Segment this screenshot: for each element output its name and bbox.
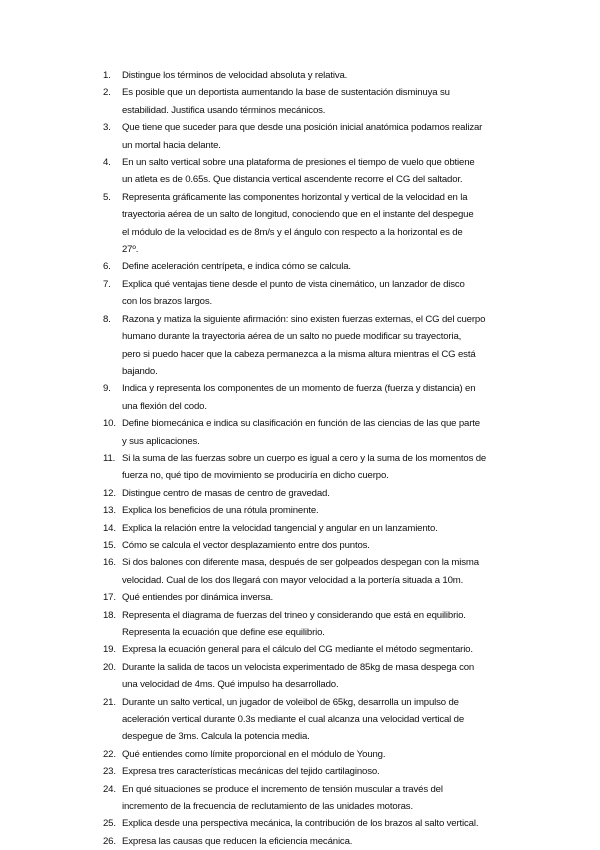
question-number: 22.: [103, 748, 116, 760]
question-item: [103, 189, 518, 259]
question-text: En qué situaciones se produce el incremento de tensión muscular a través del incremento de la frecuencia de reclutamiento de las unidades motoras.: [122, 783, 443, 813]
question-text: Indica y representa los componentes de un momento de fuerza (fuerza y distancia) en una flexión del codo.: [122, 383, 476, 412]
question-text: Explica la relación entre la velocidad tangencial y angular en un lanzamiento.: [122, 522, 438, 534]
question-number: 25.: [103, 818, 116, 830]
question-item: [103, 258, 518, 275]
question-text: Expresa las causas que reducen la eficiencia mecánica.: [122, 835, 353, 847]
question-text: Expresa la ecuación general para el cálculo del CG mediante el método segmentario.: [122, 644, 473, 656]
question-number: 13.: [103, 505, 116, 517]
question-text: Durante la salida de tacos un velocista experimentado de 85kg de masa despega con una velocidad de 4ms. Qué impulso ha desarrollado.: [122, 661, 475, 691]
question-item: [103, 311, 518, 381]
question-item: [103, 119, 518, 154]
question-item: [103, 84, 518, 119]
question-text: Qué entiendes por dinámica inversa.: [122, 592, 274, 604]
question-text: Explica desde una perspectiva mecánica, la contribución de los brazos al salto vertical.: [122, 818, 479, 830]
question-number: 8.: [103, 313, 111, 325]
question-item: [103, 276, 518, 311]
question-text: Cómo se calcula el vector desplazamiento entre dos puntos.: [122, 539, 370, 551]
question-number: 7.: [103, 278, 111, 290]
question-item: [103, 781, 518, 816]
question-item: [103, 833, 518, 850]
question-text: Define biomecánica e indica su clasificación en función de las ciencias de las que parte y sus aplicaciones.: [122, 418, 480, 447]
question-number: 12.: [103, 487, 116, 499]
question-number: 3.: [103, 122, 111, 134]
question-item: [103, 520, 518, 537]
question-text: Si la suma de las fuerzas sobre un cuerpo es igual a cero y la suma de los momentos de fuerza no, qué tipo de movimiento se produciría en dicho cuerpo.: [122, 452, 487, 482]
question-item: [103, 154, 518, 189]
question-item: [103, 537, 518, 554]
question-number: 16.: [103, 557, 116, 569]
question-text: Define aceleración centrípeta, e indica cómo se calcula.: [122, 261, 351, 273]
question-item: [103, 380, 518, 415]
question-number: 10.: [103, 418, 116, 430]
question-item: [103, 746, 518, 763]
question-number: 11.: [103, 452, 116, 464]
question-number: 14.: [103, 522, 116, 534]
question-text: Que tiene que suceder para que desde una posición inicial anatómica podamos realizar un mortal hacia delante.: [122, 122, 483, 151]
question-item: [103, 815, 518, 832]
question-item: [103, 415, 518, 450]
question-text: Qué entiendes como límite proporcional en el módulo de Young.: [122, 748, 386, 760]
question-number: 20.: [103, 661, 116, 673]
question-text: Representa gráficamente las componentes horizontal y vertical de la velocidad en la trayectoria aérea de un salto de longitud, conociendo que en el instante del despegue el módulo de la velocidad es de 8m/s y el ángulo con respecto a la horizontal es de 27º.: [122, 191, 474, 256]
question-item: [103, 607, 518, 642]
question-text: Razona y matiza la siguiente afirmación: sino existen fuerzas externas, el CG del cuerpo humano durante la trayectoria aérea de un salto no puede modificar su trayectoria, pero si puedo hacer que la cabeza permanezca a la misma altura mientras el CG está bajando.: [122, 313, 486, 377]
question-text: Distingue centro de masas de centro de gravedad.: [122, 487, 330, 499]
question-number: 6.: [103, 261, 111, 273]
question-item: [103, 659, 518, 694]
question-item: [103, 589, 518, 606]
question-text: Durante un salto vertical, un jugador de voleibol de 65kg, desarrolla un impulso de aceleración vertical durante 0.3s mediante el cual alcanza una velocidad vertical de despegue de 3ms. Calcula la potencia media.: [122, 696, 465, 743]
question-text: Distingue los términos de velocidad absoluta y relativa.: [122, 70, 348, 81]
question-list: [103, 67, 518, 850]
question-number: 9.: [103, 383, 111, 395]
question-number: 15.: [103, 539, 116, 551]
question-item: [103, 502, 518, 519]
question-item: [103, 450, 518, 485]
question-number: 19.: [103, 644, 116, 656]
question-text: Expresa tres características mecánicas del tejido cartilaginoso.: [122, 766, 380, 778]
question-text: Si dos balones con diferente masa, después de ser golpeados despegan con la misma velocidad. Cual de los dos llegará con mayor velocidad a la portería situada a 10m.: [122, 557, 479, 586]
question-number: 17.: [103, 592, 116, 604]
question-text: Explica los beneficios de una rótula prominente.: [122, 505, 319, 517]
question-number: 21.: [103, 696, 116, 708]
question-number: 23.: [103, 766, 116, 778]
question-number: 4.: [103, 157, 111, 169]
question-number: 24.: [103, 783, 116, 795]
question-item: [103, 641, 518, 658]
question-number: 1.: [103, 70, 111, 81]
question-item: [103, 763, 518, 780]
question-number: 5.: [103, 191, 111, 203]
question-item: [103, 694, 518, 746]
question-item: [103, 554, 518, 589]
question-text: Representa el diagrama de fuerzas del trineo y considerando que está en equilibrio. Representa la ecuación que define ese equilibrio.: [122, 609, 466, 638]
question-item: [103, 485, 518, 502]
question-text: En un salto vertical sobre una plataforma de presiones el tiempo de vuelo que obtiene un atleta es de 0.65s. Que distancia vertical ascendente recorre el CG del saltador.: [122, 157, 475, 186]
question-item: [103, 67, 518, 84]
question-text: Es posible que un deportista aumentando la base de sustentación disminuya su estabilidad. Justifica usando términos mecánicos.: [122, 87, 450, 116]
question-number: 26.: [103, 835, 116, 847]
question-number: 2.: [103, 87, 111, 99]
question-number: 18.: [103, 609, 116, 621]
question-text: Explica qué ventajas tiene desde el punto de vista cinemático, un lanzador de disco con los brazos largos.: [122, 278, 465, 308]
